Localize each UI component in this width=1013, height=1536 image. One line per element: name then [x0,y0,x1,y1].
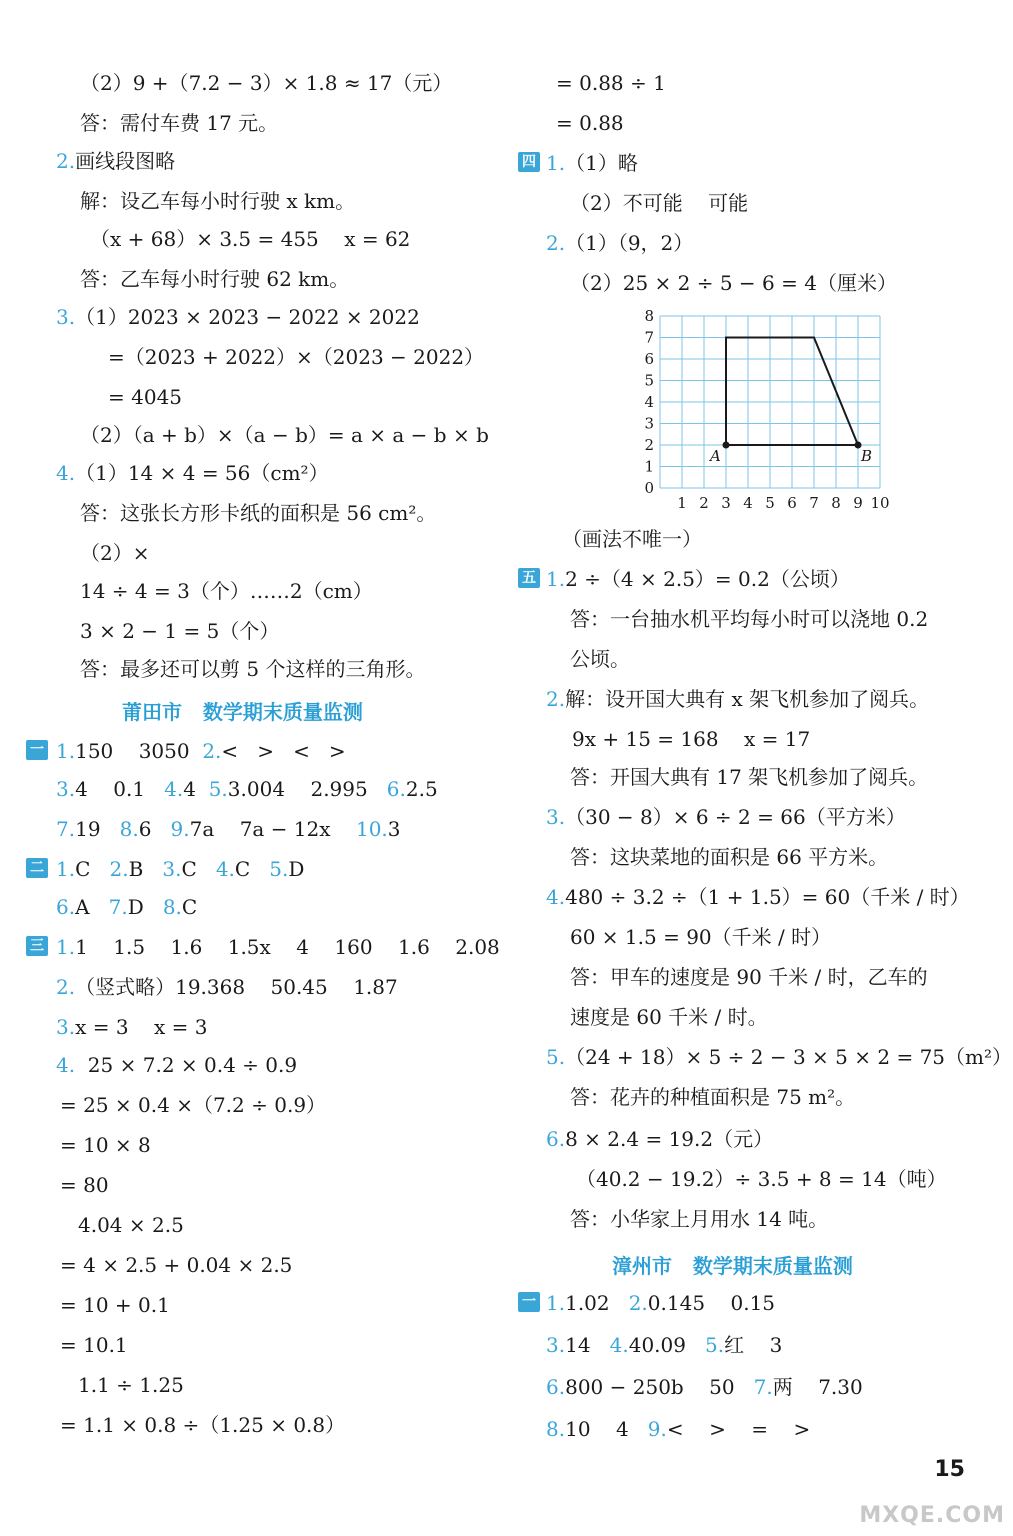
item-number: 4. [546,885,566,909]
answer-text: 答：这张长方形卡纸的面积是 56 cm²。 [80,501,437,525]
left-line [80,188,355,214]
left-line [108,384,182,410]
item-number: 8. [162,895,182,919]
x-tick-label: 6 [787,494,797,512]
point-a-marker [723,442,730,449]
answer-text: 800 − 250b 50 [565,1375,754,1399]
item-number: 7. [56,817,76,841]
y-tick-label: 5 [644,371,654,390]
answer-text: 19 [75,817,120,841]
item-number: 5. [705,1333,725,1357]
answer-text: 答：最多还可以剪 5 个这样的三角形。 [80,657,426,681]
left-line [80,70,452,96]
item-number: 1. [56,935,76,959]
answer-text: 答：这块菜地的面积是 66 平方米。 [570,845,889,869]
item-number: 5. [546,1045,566,1069]
answer-text: 480 ÷ 3.2 ÷（1 + 1.5）= 60（千米 / 时） [565,885,970,909]
answer-text: = 1.1 × 0.8 ÷（1.25 × 0.8） [60,1413,346,1437]
answer-text: 3.004 2.995 [227,777,387,801]
answer-text: 9x + 15 = 168 x = 17 [572,727,811,751]
left-line [78,1372,184,1398]
right-line [570,606,928,632]
item-number: 7. [753,1375,773,1399]
right-line [570,964,928,990]
answer-text: （2）不可能 可能 [570,191,749,215]
left-line [60,1092,326,1118]
answer-text: D [288,857,305,881]
right-line [556,70,666,96]
item-number: 4. [164,777,184,801]
left-line [56,738,346,764]
left-line [80,618,279,644]
answer-text: D [127,895,163,919]
section-badge: 四 [518,152,540,172]
x-tick-label: 10 [870,494,890,512]
item-number: 3. [56,777,76,801]
right-line [570,1004,768,1030]
y-tick-label: 0 [644,479,654,497]
left-line [56,974,398,1000]
answer-text: 40.09 [628,1333,706,1357]
item-number: 1. [546,1291,566,1315]
item-number: 7. [108,895,128,919]
left-line [60,1332,128,1358]
answer-text: 14 [565,1333,610,1357]
answer-text: 答：花卉的种植面积是 75 m²。 [570,1085,856,1109]
answer-text: 速度是 60 千米 / 时。 [570,1005,768,1029]
answer-text: （2）× [80,541,150,565]
item-number: 1. [546,567,566,591]
answer-text: =（2023 + 2022）×（2023 − 2022） [108,345,485,369]
left-line [90,226,410,252]
item-number: 3. [56,305,76,329]
y-tick-label: 6 [644,350,654,368]
answer-text: 2.5 [405,777,438,801]
item-number: 6. [546,1375,566,1399]
answer-text: （x + 68）× 3.5 = 455 x = 62 [90,227,411,251]
left-line [80,110,278,136]
right-line [570,844,888,870]
answer-text: = 0.88 [556,111,624,135]
left-line [80,266,349,292]
right-line [570,1084,855,1110]
left-line [80,540,149,566]
item-number: 6. [56,895,76,919]
right-line [570,270,897,296]
right-line [546,1044,1012,1070]
right-line [572,726,810,752]
left-line [60,1292,170,1318]
answer-text: < > = > [666,1417,811,1441]
left-line [56,934,500,960]
item-number: 2. [546,687,566,711]
left-line [56,460,329,486]
answer-text: （竖式略）19.368 50.45 1.87 [75,975,398,999]
left-line [56,1014,207,1040]
point-a-label: A [710,447,721,465]
right-line [570,764,928,790]
item-number: 4. [609,1333,629,1357]
left-line [60,1252,292,1278]
left-line [60,1172,109,1198]
answer-text: = 4 × 2.5 + 0.04 × 2.5 [60,1253,293,1277]
item-number: 1. [56,857,76,881]
answer-text: = 80 [60,1173,109,1197]
answer-text: （1）略 [565,151,638,175]
right-line [546,150,638,176]
answer-text: 答：小华家上月用水 14 吨。 [570,1207,829,1231]
answer-text: 公顷。 [570,647,630,671]
answer-text: （画法不唯一） [562,527,702,551]
item-number: 4. [56,461,76,485]
item-number: 2. [109,857,129,881]
item-number: 2. [56,149,76,173]
answer-text: 60 × 1.5 = 90（千米 / 时） [570,925,832,949]
right-line [546,884,970,910]
left-line [56,1052,297,1078]
right-line [570,646,630,672]
answer-text: 两 7.30 [772,1375,863,1399]
left-line [108,344,484,370]
answer-text: C [234,857,270,881]
watermark: MXQE.COM [859,1503,1005,1528]
answer-text: （1）（9，2） [565,231,694,255]
item-number: 8. [119,817,139,841]
right-line [546,1416,810,1442]
item-number: 4. [56,1053,76,1077]
x-tick-label: 1 [677,494,687,512]
answer-text: 14 ÷ 4 = 3（个）……2（cm） [80,579,373,603]
answer-text: 150 3050 [75,739,203,763]
page-number: 15 [934,1457,965,1482]
item-number: 10. [355,817,388,841]
y-tick-label: 8 [644,310,654,325]
right-line [546,1374,863,1400]
item-number: 3. [546,805,566,829]
answer-text: （1）14 × 4 = 56（cm²） [75,461,329,485]
y-tick-label: 3 [644,414,654,433]
answer-text: （2）（a + b）×（a − b）= a × a − b × b [80,423,489,447]
right-line [546,1332,782,1358]
y-tick-label: 1 [644,457,654,476]
right-line [546,566,850,592]
item-number: 2. [56,975,76,999]
answer-text: 解：设乙车每小时行驶 x km。 [80,189,356,213]
answer-text: 答：甲车的速度是 90 千米 / 时，乙车的 [570,965,928,989]
answer-text: = 10 + 0.1 [60,1293,170,1317]
item-number: 3. [546,1333,566,1357]
answer-text: 25 × 7.2 × 0.4 ÷ 0.9 [75,1053,298,1077]
answer-text: B [128,857,163,881]
left-line [60,1132,151,1158]
section-badge: 一 [518,1292,540,1312]
right-line [562,526,702,552]
left-line [80,578,373,604]
left-line [80,422,489,448]
section-heading: 漳州市 数学期末质量监测 [612,1254,853,1278]
x-tick-label: 8 [831,494,841,512]
left-line [80,656,425,682]
y-tick-label: 7 [644,328,654,347]
point-b-label: B [861,447,873,465]
item-number: 9. [170,817,190,841]
item-number: 8. [546,1417,566,1441]
answer-text: 答：乙车每小时行驶 62 km。 [80,267,350,291]
left-line [56,894,197,920]
left-line [80,500,436,526]
answer-text: C [181,857,216,881]
x-tick-label: 2 [699,494,709,512]
answer-text: 3 × 2 − 1 = 5（个） [80,619,280,643]
answer-text: 红 3 [724,1333,783,1357]
answer-text: 答：需付车费 17 元。 [80,111,279,135]
answer-text: （2）25 × 2 ÷ 5 − 6 = 4（厘米） [570,271,897,295]
answer-text: C [181,895,198,919]
answer-text: 4.04 × 2.5 [78,1213,184,1237]
answer-text: 答：开国大典有 17 架飞机参加了阅兵。 [570,765,929,789]
left-line [56,776,438,802]
right-line [570,190,748,216]
left-line [56,856,304,882]
item-number: 1. [546,151,566,175]
item-number: 3. [162,857,182,881]
left-line [56,304,420,330]
left-line [56,816,401,842]
answer-text: = 0.88 ÷ 1 [556,71,666,95]
section-badge: 一 [26,740,48,760]
answer-text: 答：一台抽水机平均每小时可以浇地 0.2 [570,607,929,631]
answer-text: （30 − 8）× 6 ÷ 2 = 66（平方米） [565,805,906,829]
answer-text: 2 ÷（4 × 2.5）= 0.2（公顷） [565,567,850,591]
answer-text: （24 + 18）× 5 ÷ 2 − 3 × 5 × 2 = 75（m²） [565,1045,1012,1069]
answer-text: 0.145 0.15 [647,1291,776,1315]
y-tick-label: 2 [644,436,654,454]
section-badge: 三 [26,936,48,956]
answer-text: = 10 × 8 [60,1133,151,1157]
y-tick-label: 4 [644,393,654,411]
right-line [546,804,906,830]
right-line [546,230,693,256]
item-number: 2. [546,231,566,255]
x-tick-label: 7 [809,494,819,512]
item-number: 5. [269,857,289,881]
answer-text: = 4045 [108,385,183,409]
answer-text: （1）2023 × 2023 − 2022 × 2022 [75,305,420,329]
item-number: 6. [546,1127,566,1151]
answer-text: = 10.1 [60,1333,128,1357]
answer-text: C [75,857,110,881]
answer-text: 3 [387,817,401,841]
item-number: 1. [56,739,76,763]
answer-text: （40.2 − 19.2）÷ 3.5 + 8 = 14（吨） [576,1167,947,1191]
answer-text: 4 [183,777,209,801]
item-number: 3. [56,1015,76,1039]
section-badge: 二 [26,858,48,878]
item-number: 4. [215,857,235,881]
answer-text: （2）9 +（7.2 − 3）× 1.8 ≈ 17（元） [80,71,453,95]
answer-text: = 25 × 0.4 ×（7.2 ÷ 0.9） [60,1093,327,1117]
item-number: 6. [386,777,406,801]
right-line [556,110,624,136]
right-line [546,1126,773,1152]
right-line [570,1206,828,1232]
answer-text: 解：设开国大典有 x 架飞机参加了阅兵。 [565,687,930,711]
answer-text: 6 [138,817,171,841]
item-number: 9. [647,1417,667,1441]
coordinate-grid-figure [640,310,900,520]
answer-text: < > < > [221,739,346,763]
section-badge: 五 [518,568,540,588]
answer-text: 10 4 [565,1417,648,1441]
right-line [546,686,929,712]
answer-text: 8 × 2.4 = 19.2（元） [565,1127,774,1151]
answer-text: 7a 7a − 12x [189,817,356,841]
left-line [56,148,175,174]
answer-text: 4 0.1 [75,777,165,801]
answer-text: x = 3 x = 3 [75,1015,208,1039]
item-number: 2. [202,739,222,763]
right-line [570,924,831,950]
answer-text: 画线段图略 [75,149,176,173]
x-tick-label: 3 [721,494,731,512]
item-number: 5. [208,777,228,801]
x-tick-label: 4 [743,494,753,512]
answer-text: A [75,895,109,919]
answer-text: 1.1 ÷ 1.25 [78,1373,184,1397]
section-heading: 莆田市 数学期末质量监测 [122,700,363,724]
answer-text: 1.02 [565,1291,629,1315]
right-line [576,1166,947,1192]
left-line [78,1212,184,1238]
x-tick-label: 9 [853,494,863,512]
item-number: 2. [628,1291,648,1315]
right-line [546,1290,775,1316]
answer-text: 1 1.5 1.6 1.5x 4 160 1.6 2.08 [75,935,500,959]
left-line [60,1412,345,1438]
x-tick-label: 5 [765,494,775,512]
